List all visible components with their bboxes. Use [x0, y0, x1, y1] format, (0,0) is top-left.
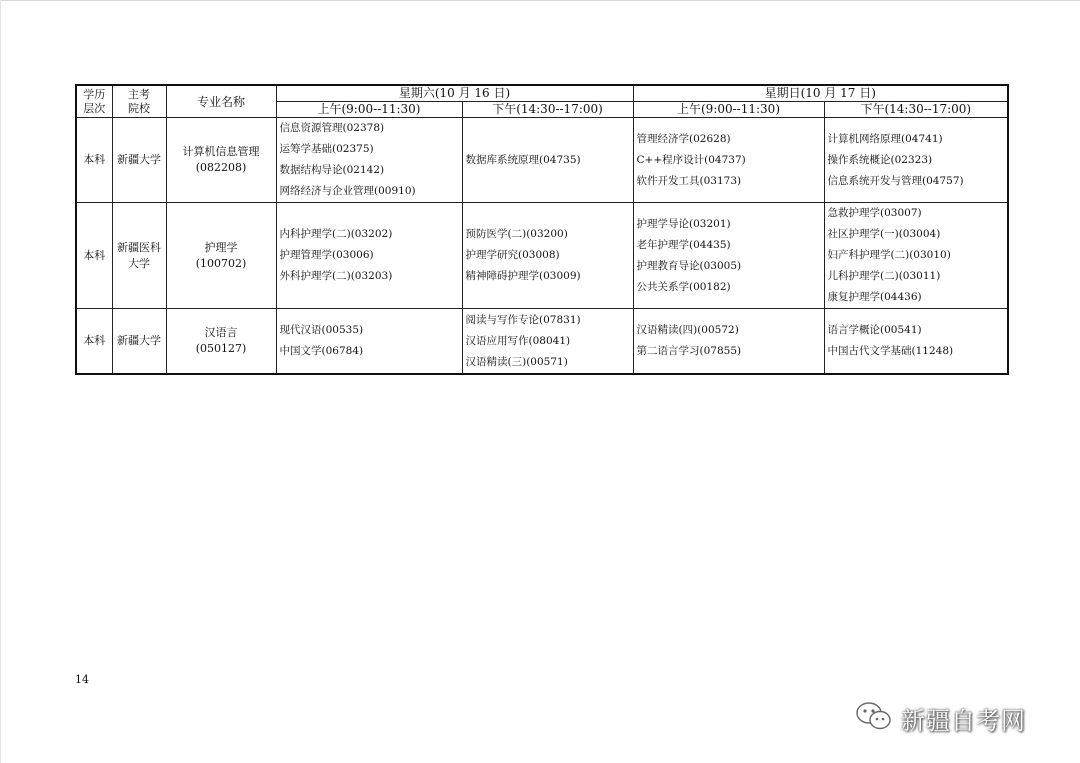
subject-item: 信息资源管理(02378)	[279, 122, 385, 134]
subject-item: 社区护理学(一)(03004)	[827, 228, 941, 240]
level-cell: 本科	[76, 118, 112, 203]
subject-item: C++程序设计(04737)	[636, 153, 746, 166]
subject-item: 急救护理学(03007)	[827, 207, 922, 219]
subject-item: 管理经济学(02628)	[636, 132, 731, 145]
subject-item: 内科护理学(二)(03202)	[279, 228, 393, 240]
header-level: 学历层次	[76, 85, 112, 118]
school-cell: 新疆医科大学	[112, 203, 166, 309]
level-cell: 本科	[76, 203, 112, 309]
page-edge-left	[0, 0, 1, 763]
subject-item: 公共关系学(00182)	[636, 280, 731, 293]
header-school: 主考院校	[112, 85, 166, 118]
header-row-days	[76, 85, 1008, 102]
subject-item: 汉语应用写作(08041)	[465, 334, 571, 347]
sat-pm-subjects	[462, 309, 633, 375]
header-sun-am: 上午(9:00--11:30)	[633, 102, 824, 118]
subject-item: 操作系统概论(02323)	[827, 153, 933, 166]
major-name: 计算机信息管理	[182, 145, 260, 158]
subject-item: 阅读与写作专论(07831)	[465, 313, 581, 326]
sun-pm-subjects	[824, 118, 1008, 203]
sat-am-subjects	[276, 309, 462, 375]
sat-am-subjects	[276, 203, 462, 309]
major-cell	[166, 309, 276, 375]
subject-item: 康复护理学(04436)	[827, 291, 922, 303]
watermark	[855, 698, 1026, 738]
sun-am-subjects	[633, 203, 824, 309]
major-code: (082208)	[195, 161, 247, 174]
subject-item: 汉语精读(四)(00572)	[636, 324, 739, 336]
subject-item: 网络经济与企业管理(00910)	[279, 185, 416, 197]
page-edge-top	[0, 0, 1080, 1]
subject-item: 儿科护理学(二)(03011)	[827, 270, 941, 282]
exam-schedule-table	[75, 84, 1009, 375]
major-cell	[166, 118, 276, 203]
school-cell: 新疆大学	[112, 118, 166, 203]
sun-pm-subjects	[824, 309, 1008, 375]
subject-item: 语言学概论(00541)	[827, 324, 922, 336]
sun-pm-subjects	[824, 203, 1008, 309]
table-row	[76, 118, 1008, 203]
header-day-saturday: 星期六(10 月 16 日)	[276, 85, 633, 102]
sat-pm-subjects	[462, 203, 633, 309]
sun-am-subjects	[633, 118, 824, 203]
major-code: (050127)	[195, 342, 247, 355]
watermark-text: 新疆自考网	[901, 706, 1026, 735]
wechat-icon	[855, 700, 893, 736]
header-day-sunday: 星期日(10 月 17 日)	[633, 85, 1008, 102]
subject-item: 护理管理学(03006)	[279, 249, 374, 261]
subject-item: 软件开发工具(03173)	[636, 174, 742, 187]
subject-item: 中国文学(06784)	[279, 345, 364, 357]
level-cell: 本科	[76, 309, 112, 375]
subject-item: 中国古代文学基础(11248)	[827, 345, 954, 357]
subject-item: 预防医学(二)(03200)	[465, 228, 568, 240]
major-cell	[166, 203, 276, 309]
table-row	[76, 309, 1008, 375]
sun-am-subjects	[633, 309, 824, 375]
table-row	[76, 203, 1008, 309]
header-sat-am: 上午(9:00--11:30)	[276, 102, 462, 118]
subject-item: 汉语精读(三)(00571)	[465, 355, 568, 368]
major-name: 护理学	[204, 240, 238, 254]
subject-item: 护理学导论(03201)	[636, 217, 731, 230]
school-cell: 新疆大学	[112, 309, 166, 375]
page-number: 14	[75, 673, 89, 686]
subject-item: 精神障碍护理学(03009)	[465, 270, 581, 282]
subject-item: 数据结构导论(02142)	[279, 164, 385, 176]
subject-item: 老年护理学(04435)	[636, 238, 731, 251]
subject-item: 外科护理学(二)(03203)	[279, 270, 393, 282]
subject-item: 现代汉语(00535)	[279, 324, 364, 336]
subject-item: 运筹学基础(02375)	[279, 143, 374, 155]
major-code: (100702)	[195, 256, 247, 270]
subject-item: 妇产科护理学(二)(03010)	[827, 249, 951, 261]
subject-item: 护理教育导论(03005)	[636, 259, 742, 272]
subject-item: 信息系统开发与管理(04757)	[827, 174, 964, 187]
sat-am-subjects	[276, 118, 462, 203]
header-major: 专业名称	[166, 85, 276, 118]
subject-item: 数据库系统原理(04735)	[465, 153, 581, 166]
subject-item: 第二语言学习(07855)	[636, 345, 742, 357]
header-sun-pm: 下午(14:30--17:00)	[824, 102, 1008, 118]
subject-item: 计算机网络原理(04741)	[827, 132, 943, 145]
sat-pm-subjects	[462, 118, 633, 203]
subject-item: 护理学研究(03008)	[465, 249, 560, 261]
header-sat-pm: 下午(14:30--17:00)	[462, 102, 633, 118]
major-name: 汉语言	[204, 326, 238, 339]
